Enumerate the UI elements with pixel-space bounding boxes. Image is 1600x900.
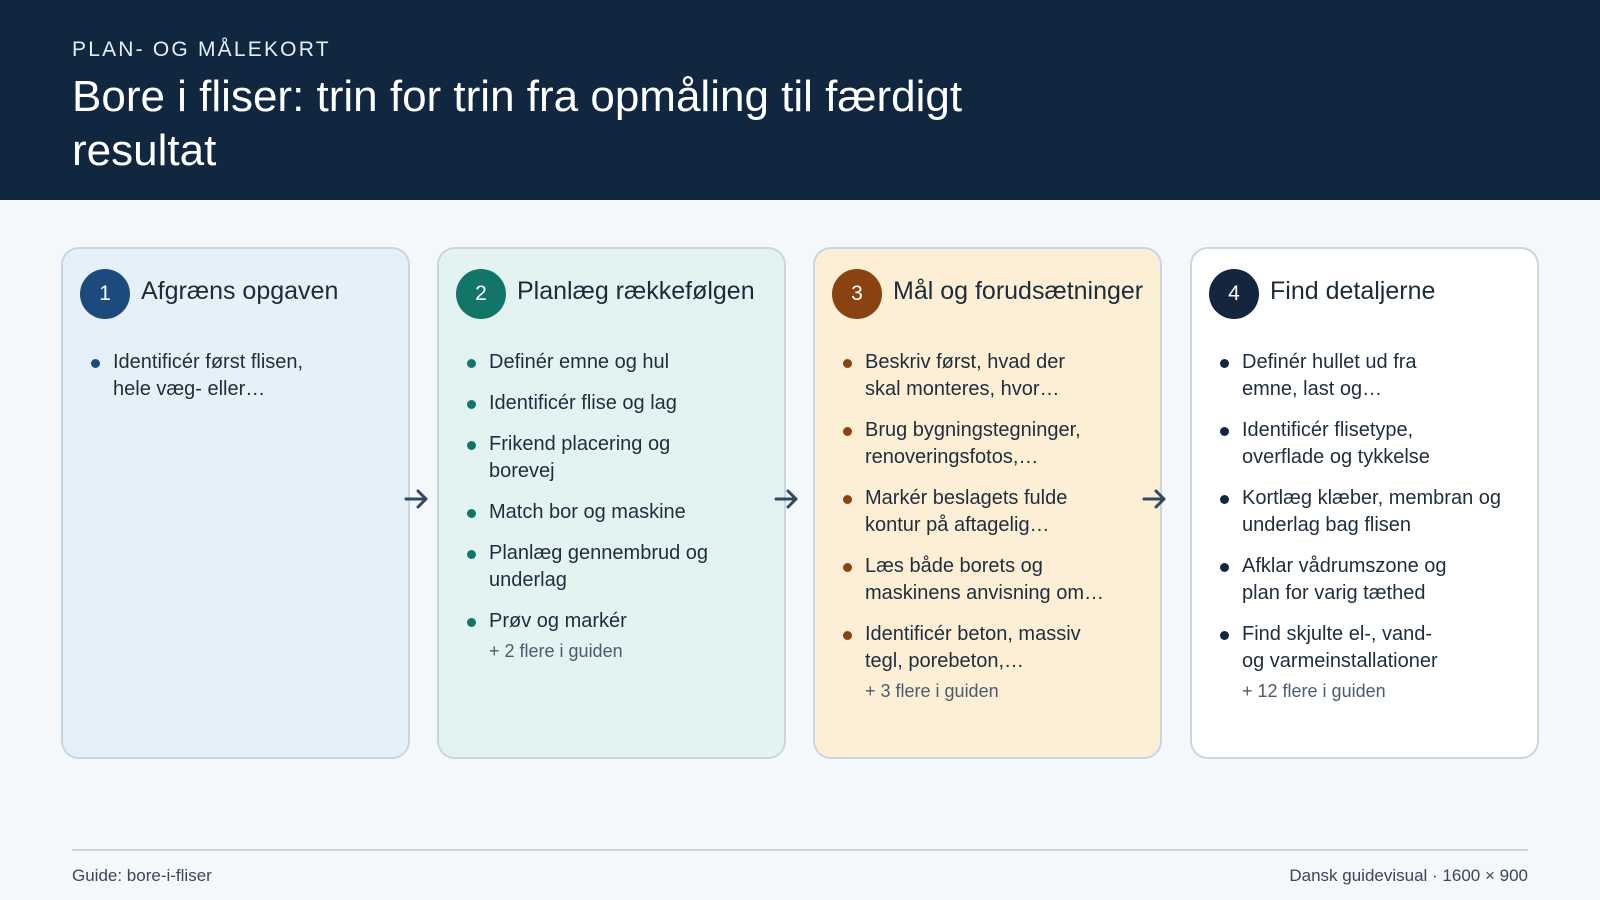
list-item-text: Prøv og markér bbox=[489, 610, 627, 632]
list-item bbox=[1219, 485, 1504, 539]
list-item bbox=[466, 390, 776, 417]
list-item-text: Definér hullet ud fra emne, last og… bbox=[1242, 351, 1417, 400]
step-number-badge: 4 bbox=[1209, 269, 1259, 319]
list-item bbox=[466, 431, 696, 485]
step-title: Afgræns opgaven bbox=[141, 277, 339, 305]
list-item-text: Match bor og maskine bbox=[489, 501, 686, 523]
step-card-3 bbox=[813, 247, 1162, 759]
arrow-right-icon bbox=[1140, 484, 1170, 514]
eyebrow-label: PLAN- OG MÅLEKORT bbox=[72, 38, 331, 61]
page-title: Bore i fliser: trin for trin fra opmåling til færdigt resultat bbox=[72, 72, 963, 175]
list-item-text: Identificér flisetype, overflade og tykkelse bbox=[1242, 419, 1430, 468]
footer-guide-label: Guide: bore-i-fliser bbox=[72, 866, 212, 885]
list-item-text: Kortlæg klæber, membran og underlag bag flisen bbox=[1242, 487, 1502, 536]
bullet-dot-icon bbox=[467, 441, 476, 450]
bullet-dot-icon bbox=[1220, 631, 1229, 640]
list-item bbox=[842, 485, 1092, 539]
bullet-dot-icon bbox=[843, 631, 852, 640]
list-item-text: Planlæg gennembrud og underlag bbox=[489, 542, 709, 591]
bullet-dot-icon bbox=[843, 495, 852, 504]
list-item bbox=[1219, 553, 1469, 607]
bullet-dot-icon bbox=[843, 359, 852, 368]
list-item bbox=[466, 349, 776, 376]
list-item bbox=[1219, 349, 1449, 403]
step-card-2 bbox=[437, 247, 786, 759]
step-title: Planlæg rækkefølgen bbox=[517, 277, 755, 305]
list-item bbox=[842, 349, 1102, 403]
more-in-guide-note: + 3 flere i guiden bbox=[865, 681, 999, 701]
list-item bbox=[842, 621, 1107, 675]
list-item bbox=[842, 553, 1122, 607]
bullet-dot-icon bbox=[1220, 563, 1229, 572]
list-item-text: Læs både borets og maskinens anvisning om… bbox=[865, 555, 1104, 604]
list-item bbox=[466, 608, 776, 635]
list-item bbox=[466, 540, 736, 594]
step-number-badge: 2 bbox=[456, 269, 506, 319]
bullet-dot-icon bbox=[843, 563, 852, 572]
bullet-dot-icon bbox=[467, 400, 476, 409]
list-item-text: Identificér flise og lag bbox=[489, 392, 677, 414]
list-item bbox=[90, 349, 345, 403]
more-in-guide-note: + 12 flere i guiden bbox=[1242, 681, 1386, 701]
list-item-text: Brug bygningstegninger, renoveringsfotos,… bbox=[865, 419, 1081, 468]
step-item-list bbox=[466, 349, 776, 649]
bullet-dot-icon bbox=[467, 509, 476, 518]
bullet-dot-icon bbox=[91, 359, 100, 368]
list-item bbox=[842, 417, 1102, 471]
bullet-dot-icon bbox=[1220, 359, 1229, 368]
bullet-dot-icon bbox=[1220, 495, 1229, 504]
step-title: Mål og forudsætninger bbox=[893, 277, 1144, 305]
list-item bbox=[1219, 417, 1459, 471]
arrow-right-icon bbox=[772, 484, 802, 514]
list-item-text: Identificér først flisen, hele væg- eller… bbox=[113, 351, 304, 400]
bullet-dot-icon bbox=[1220, 427, 1229, 436]
step-item-list bbox=[90, 349, 400, 417]
step-item-list bbox=[1219, 349, 1529, 689]
step-card-1 bbox=[61, 247, 410, 759]
list-item-text: Definér emne og hul bbox=[489, 351, 670, 373]
step-cards bbox=[61, 247, 1539, 759]
list-item-text: Beskriv først, hvad der skal monteres, hvor… bbox=[865, 351, 1066, 400]
bullet-dot-icon bbox=[467, 359, 476, 368]
step-card-4 bbox=[1190, 247, 1539, 759]
list-item bbox=[1219, 621, 1449, 675]
footer-divider bbox=[72, 849, 1528, 851]
step-title: Find detaljerne bbox=[1270, 277, 1436, 305]
bullet-dot-icon bbox=[467, 550, 476, 559]
bullet-dot-icon bbox=[467, 618, 476, 627]
list-item bbox=[466, 499, 776, 526]
list-item-text: Identificér beton, massiv tegl, porebeton,… bbox=[865, 623, 1081, 672]
list-item-text: Find skjulte el-, vand- og varmeinstallationer bbox=[1242, 623, 1438, 672]
header-band bbox=[0, 0, 1600, 200]
list-item-text: Frikend placering og borevej bbox=[489, 433, 671, 482]
step-number-badge: 1 bbox=[80, 269, 130, 319]
list-item-text: Markér beslagets fulde kontur på aftagelig… bbox=[865, 487, 1068, 536]
step-number-badge: 3 bbox=[832, 269, 882, 319]
footer-meta-label: Dansk guidevisual · 1600 × 900 bbox=[1289, 866, 1528, 885]
step-item-list bbox=[842, 349, 1152, 689]
arrow-right-icon bbox=[402, 484, 432, 514]
bullet-dot-icon bbox=[843, 427, 852, 436]
more-in-guide-note: + 2 flere i guiden bbox=[489, 641, 623, 661]
list-item-text: Afklar vådrumszone og plan for varig tæthed bbox=[1242, 555, 1447, 604]
